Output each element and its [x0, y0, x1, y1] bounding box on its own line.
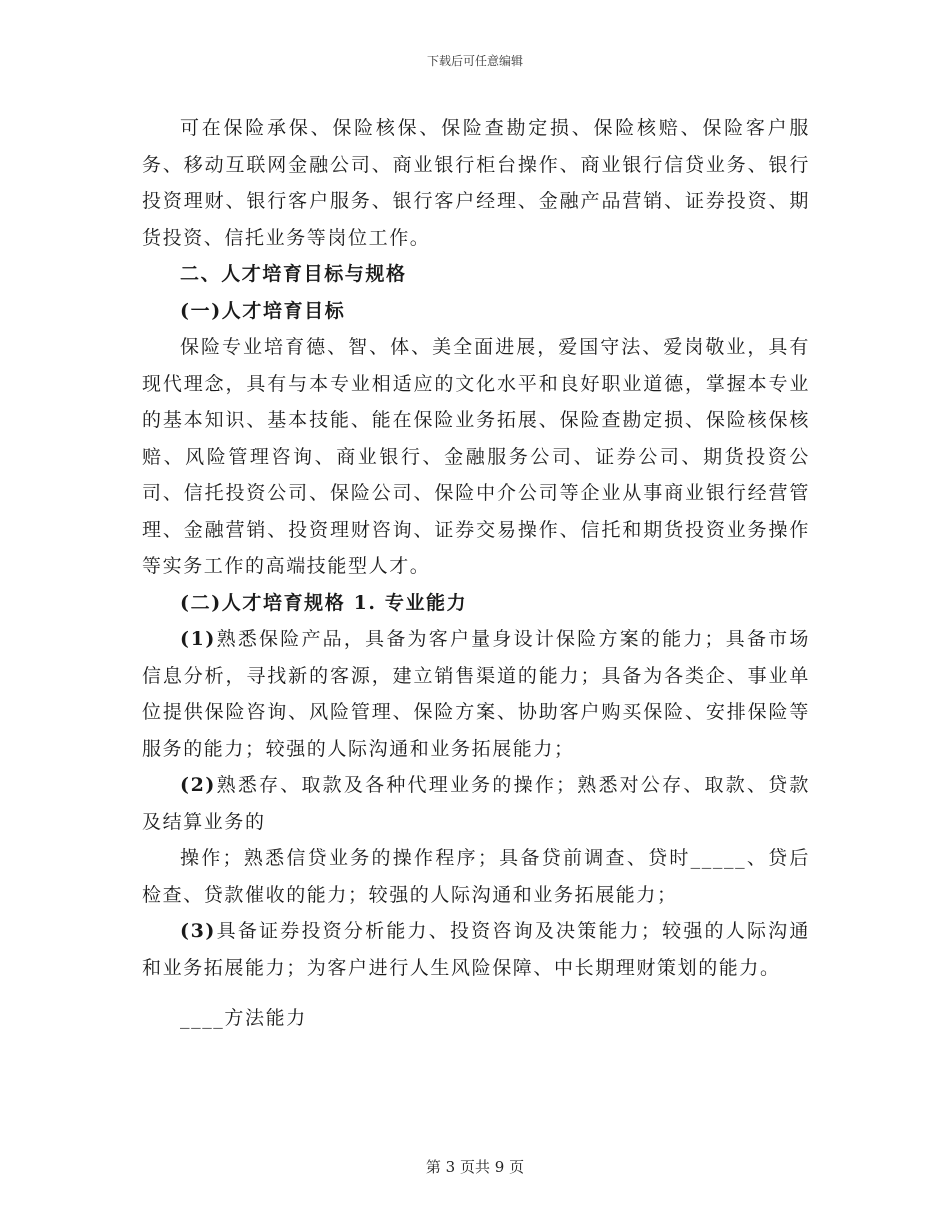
- document-body: [142, 110, 810, 1037]
- list-item-1-number: (1): [180, 628, 216, 650]
- page-footer: 第 3 页共 9 页: [425, 1158, 525, 1176]
- list-item-3: [142, 913, 810, 986]
- list-item-3-text: 具备证券投资分析能力、投资咨询及决策能力；较强的人际沟通和业务拓展能力；为客户进行人生风险保障、中长期理财策划的能力。: [142, 920, 810, 979]
- section-heading: 二、人才培育目标与规格: [180, 263, 407, 285]
- subsection-heading-goals: (一)人才培育目标: [180, 299, 346, 322]
- paragraph-career-positions: 可在保险承保、保险核保、保险查勘定损、保险核赔、保险客户服务、移动互联网金融公司、商业银行柜台操作、商业银行信贷业务、银行投资理财、银行客户服务、银行客户经理、金融产品营销、证券投资、期货投资、信托业务等岗位工作。: [142, 117, 810, 249]
- list-item-1-text: 熟悉保险产品，具备为客户量身设计保险方案的能力；具备市场信息分析，寻找新的客源，建立销售渠道的能力；具备为各类企、事业单位提供保险咨询、风险管理、保险方案、协助客户购买保险、安排保险等服务的能力；较强的人际沟通和业务拓展能力；: [142, 628, 810, 760]
- paragraph-training-goals: 保险专业培育德、智、体、美全面进展，爱国守法、爱岗敬业，具有现代理念，具有与本专业相适应的文化水平和良好职业道德，掌握本专业的基本知识、基本技能、能在保险业务拓展、保险查勘定损、保险核保核赔、风险管理咨询、商业银行、金融服务公司、证券公司、期货投资公司、信托投资公司、保险公司、保险中介公司等企业从事商业银行经营管理、金融营销、投资理财咨询、证券交易操作、信托和期货投资业务操作等实务工作的高端技能型人才。: [142, 336, 810, 577]
- list-item-2-number: (2): [180, 774, 216, 796]
- paragraph-method-ability: ____方法能力: [180, 1007, 307, 1029]
- list-item-3-number: (3): [180, 920, 216, 942]
- page-header: 下载后可任意编辑: [426, 54, 523, 68]
- list-item-1: [142, 621, 810, 767]
- list-item-2-text: 熟悉存、取款及各种代理业务的操作；熟悉对公存、取款、贷款及结算业务的: [142, 774, 810, 833]
- list-item-2: [142, 767, 810, 840]
- paragraph-credit-operations: 操作；熟悉信贷业务的操作程序；具备贷前调查、贷时_____、贷后检查、贷款催收的能力；较强的人际沟通和业务拓展能力；: [142, 847, 810, 906]
- subsection-heading-specs: (二)人才培育规格 1. 专业能力: [180, 591, 468, 614]
